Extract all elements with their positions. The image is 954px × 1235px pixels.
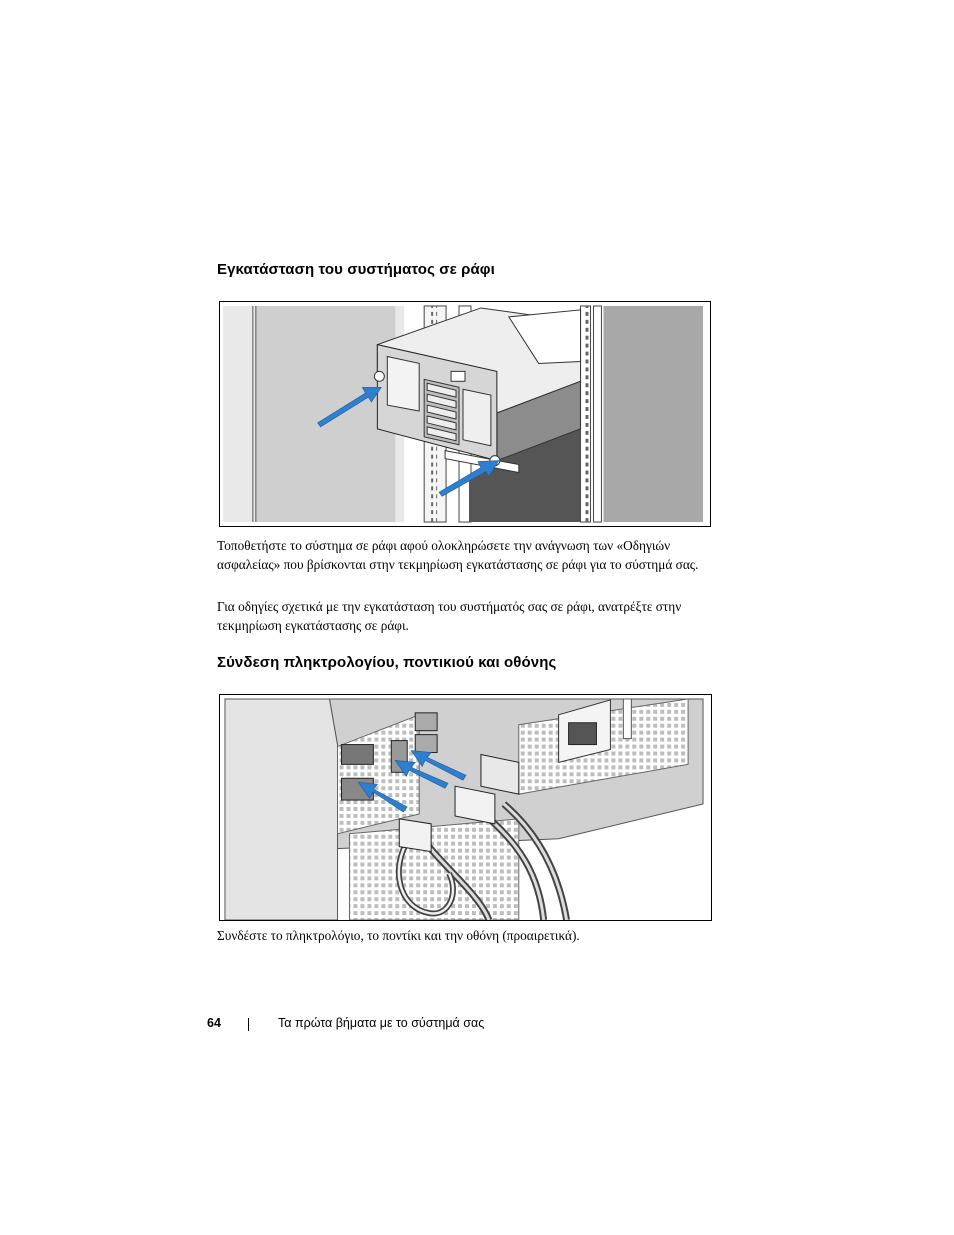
- rack-install-illustration: [219, 301, 711, 527]
- section-heading-rack-install: Εγκατάσταση του συστήματος σε ράφι: [217, 261, 495, 278]
- page-number: 64: [207, 1016, 221, 1030]
- connect-peripherals-illustration: [219, 694, 712, 921]
- section-heading-connect-peripherals: Σύνδεση πληκτρολογίου, ποντικιού και οθόνης: [217, 654, 557, 671]
- connect-peripherals-paragraph: Συνδέστε το πληκτρολόγιο, το ποντίκι και την οθόνη (προαιρετικά).: [217, 928, 580, 943]
- rack-install-drawing: [220, 302, 710, 526]
- connect-peripherals-drawing: [220, 695, 711, 920]
- rack-install-paragraph-1: Τοποθετήστε το σύστημα σε ράφι αφού ολοκληρώσετε την ανάγνωση των «Οδηγιών ασφαλείας» που βρίσκονται στην τεκμηρίωση εγκατάστασης σε ράφι για το σύστημά σας.: [217, 538, 699, 572]
- rack-install-paragraph-2: Για οδηγίες σχετικά με την εγκατάσταση του συστήματός σας σε ράφι, ανατρέξτε στην τεκμηρίωση εγκατάστασης σε ράφι.: [217, 599, 682, 633]
- footer-separator: [248, 1018, 249, 1031]
- footer-title: Τα πρώτα βήματα με το σύστημά σας: [278, 1016, 485, 1030]
